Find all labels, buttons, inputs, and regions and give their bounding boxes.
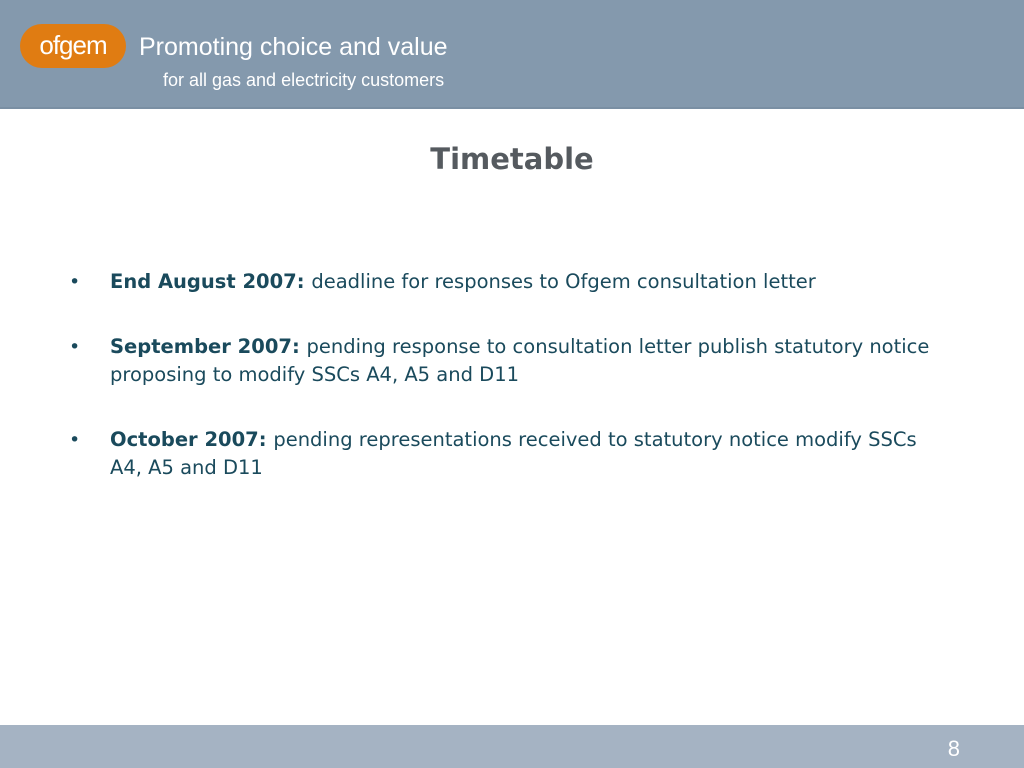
header-banner: [0, 0, 1024, 107]
bullet-icon: •: [69, 429, 81, 451]
page-number: 8: [947, 736, 960, 761]
ofgem-logo: ofgem: [20, 24, 126, 68]
timetable-item-date: October 2007:: [110, 428, 274, 451]
timetable-item-date: September 2007:: [110, 335, 307, 358]
timetable-item-text: pending representations received to statutory notice modify SSCs A4, A5 and D11: [110, 428, 917, 479]
timetable-item: [69, 426, 949, 482]
header-divider: [0, 107, 1024, 109]
tagline-sub: for all gas and electricity customers: [163, 70, 445, 90]
tagline-main: Promoting choice and value: [139, 33, 448, 61]
timetable-list: [69, 268, 949, 519]
bullet-icon: •: [69, 336, 81, 358]
timetable-item: [69, 333, 949, 389]
timetable-item-date: End August 2007:: [110, 270, 312, 293]
timetable-item-text: pending response to consultation letter publish statutory notice proposing to modify SSCs A4, A5 and D11: [110, 335, 930, 386]
footer-bar: [0, 725, 1024, 768]
timetable-item-text: deadline for responses to Ofgem consultation letter: [311, 270, 816, 293]
bullet-icon: •: [69, 271, 81, 293]
timetable-item: [69, 268, 949, 296]
slide-title: Timetable: [430, 142, 594, 176]
